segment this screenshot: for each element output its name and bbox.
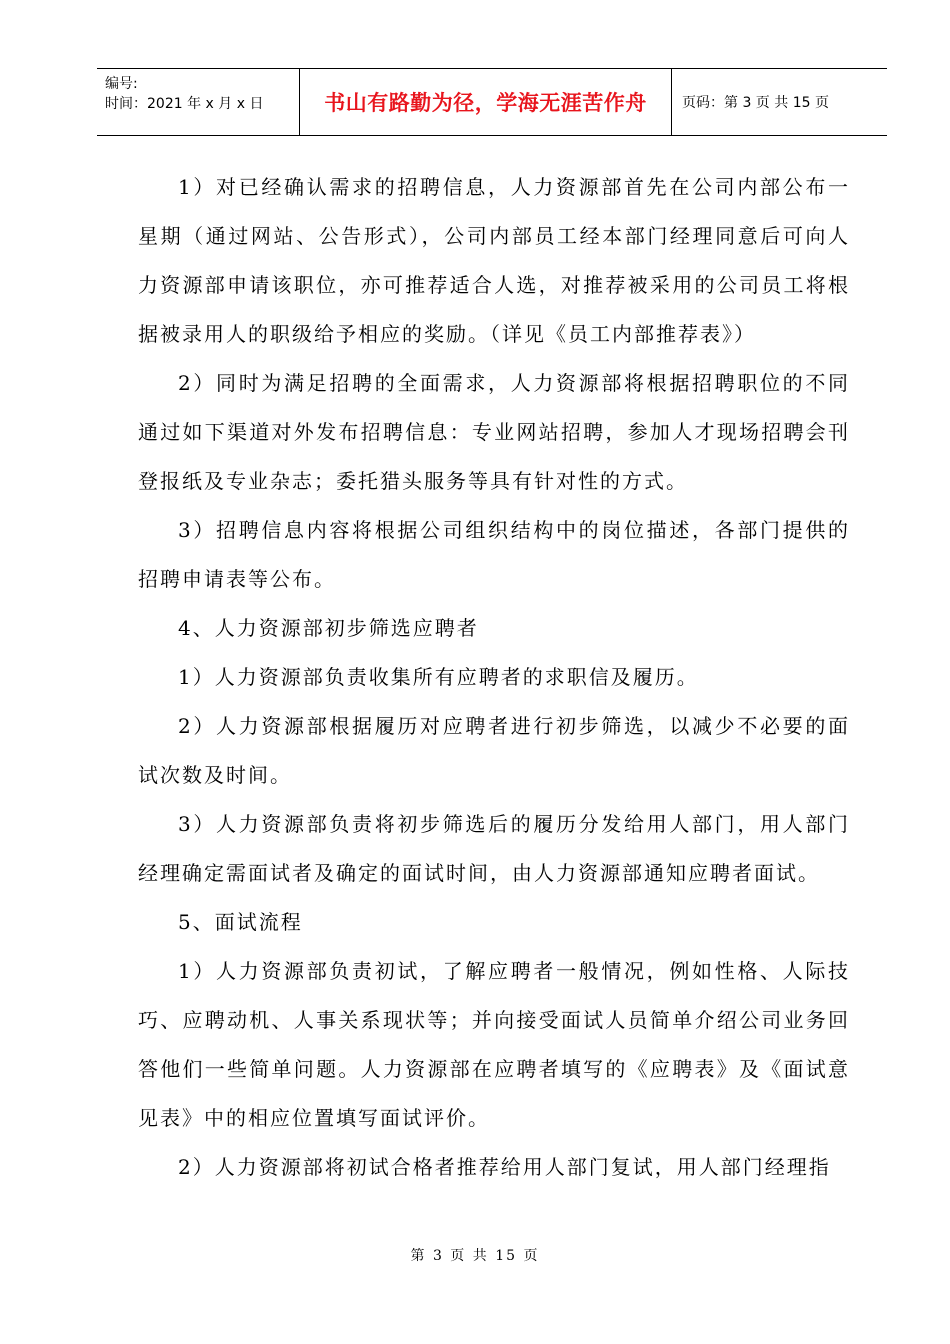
document-date: 时间：2021 年 x 月 x 日	[105, 96, 264, 112]
paragraph: 3）人力资源部负责将初步筛选后的履历分发给用人部门，用人部门经理确定需面试者及确定的面试时间，由人力资源部通知应聘者面试。	[138, 812, 850, 885]
header-meta	[97, 69, 300, 135]
paragraph: 1）人力资源部负责初试，了解应聘者一般情况，例如性格、人际技巧、应聘动机、人事关系现状等；并向接受面试人员简单介绍公司业务回答他们一些简单问题。人力资源部在应聘者填写的《应聘表》及《面试意见表》中的相应位置填写面试评价。	[138, 959, 850, 1130]
document-code-label: 编号:	[105, 76, 138, 92]
document-body	[138, 163, 850, 1192]
header-page-info: 页码：第 3 页 共 15 页	[682, 95, 829, 111]
paragraph: 2）人力资源部根据履历对应聘者进行初步筛选，以减少不必要的面试次数及时间。	[138, 714, 850, 787]
page-footer: 第 3 页 共 15 页	[410, 1248, 540, 1264]
page-header	[97, 68, 887, 136]
paragraph: 2）人力资源部将初试合格者推荐给用人部门复试，用人部门经理指	[178, 1155, 831, 1179]
paragraph: 1）人力资源部负责收集所有应聘者的求职信及履历。	[178, 665, 699, 689]
section-heading: 4、人力资源部初步筛选应聘者	[178, 616, 479, 640]
paragraph: 2）同时为满足招聘的全面需求，人力资源部将根据招聘职位的不同通过如下渠道对外发布招聘信息：专业网站招聘，参加人才现场招聘会刊登报纸及专业杂志；委托猎头服务等具有针对性的方式。	[138, 371, 850, 493]
paragraph: 3）招聘信息内容将根据公司组织结构中的岗位描述，各部门提供的招聘申请表等公布。	[138, 518, 850, 591]
header-motto: 书山有路勤为径，学海无涯苦作舟	[300, 69, 672, 135]
paragraph: 1）对已经确认需求的招聘信息，人力资源部首先在公司内部公布一星期（通过网站、公告形式），公司内部员工经本部门经理同意后可向人力资源部申请该职位，亦可推荐适合人选，对推荐被采用的公司员工将根据被录用人的职级给予相应的奖励。（详见《员工内部推荐表》）	[138, 175, 850, 346]
section-heading: 5、面试流程	[178, 910, 303, 934]
